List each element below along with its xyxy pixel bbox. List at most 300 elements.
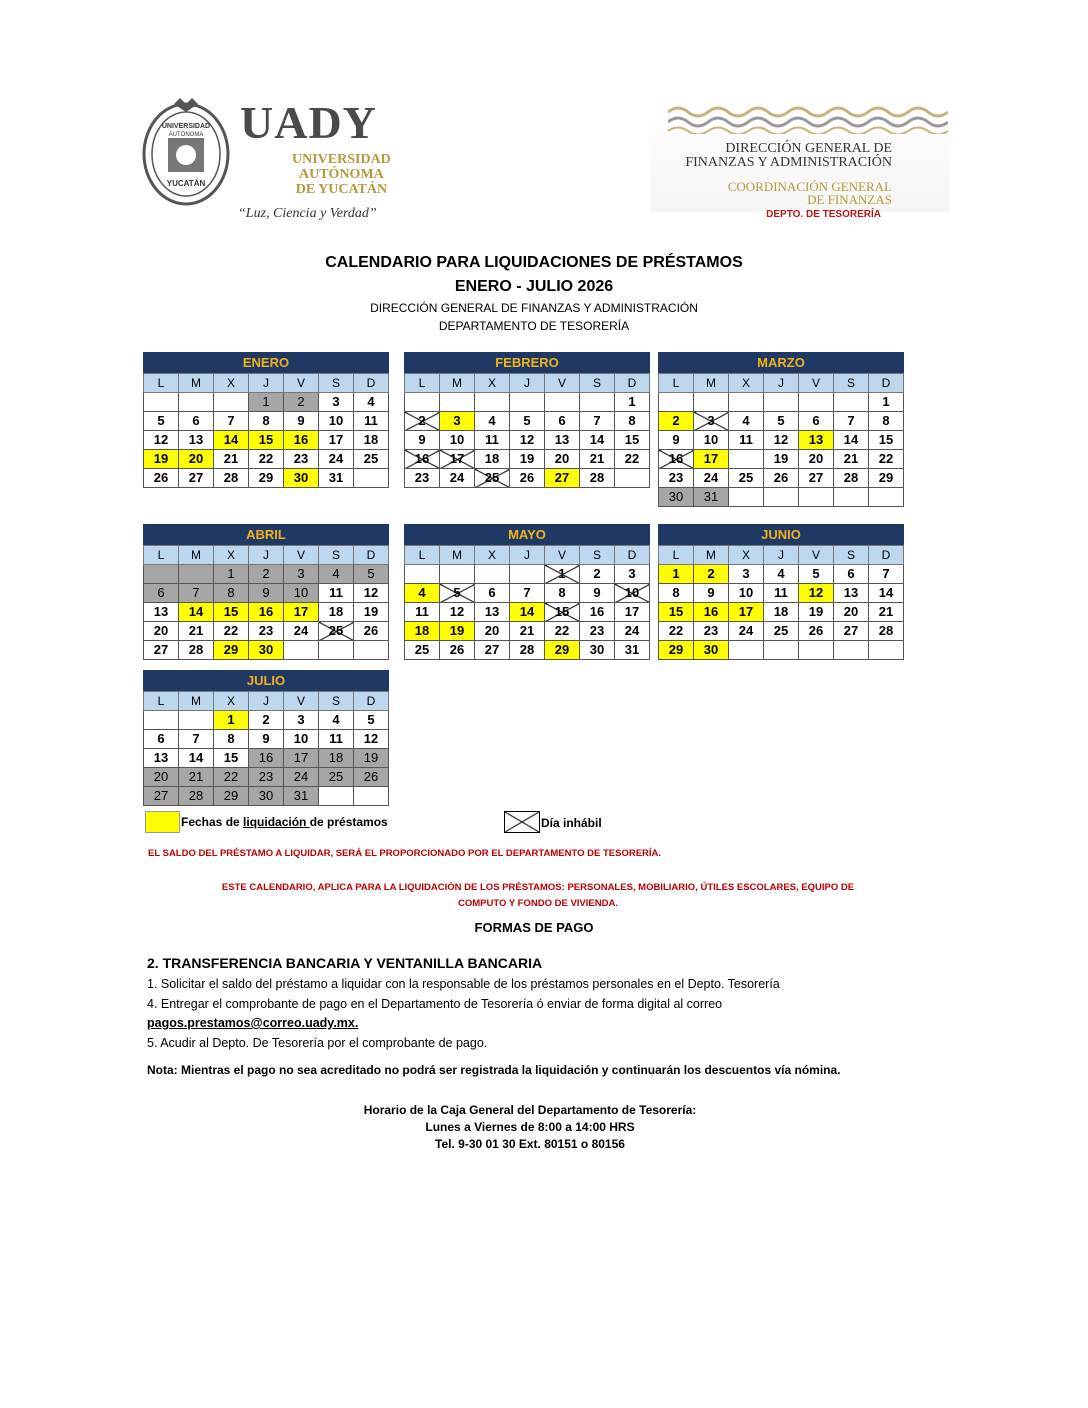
legend-text-underlined: liquidación (243, 815, 310, 829)
calendar-empty-cell (580, 393, 615, 412)
calendar-day: 13 (179, 431, 214, 450)
calendar-day: 29 (869, 469, 904, 488)
calendar-day: 12 (764, 431, 799, 450)
calendar-day: 26 (764, 469, 799, 488)
calendar-day: 12 (440, 603, 475, 622)
calendar-day: 19 (440, 622, 475, 641)
calendar-day: 24 (615, 622, 650, 641)
calendar-day: 8 (545, 584, 580, 603)
calendar-day: 22 (214, 768, 249, 787)
calendar-day: 24 (319, 450, 354, 469)
calendar-day: 5 (764, 412, 799, 431)
calendar-day: 20 (144, 768, 179, 787)
month-grid (143, 373, 389, 488)
calendar-day: 17 (729, 603, 764, 622)
finance-coordination (650, 180, 892, 206)
calendar-empty-cell (834, 393, 869, 412)
calendar-empty-cell (764, 641, 799, 660)
month-grid (658, 545, 904, 660)
calendar-day: 15 (869, 431, 904, 450)
calendar-day: 14 (580, 431, 615, 450)
payment-methods-heading: FORMAS DE PAGO (474, 920, 594, 935)
calendar-empty-cell (214, 393, 249, 412)
calendar-empty-cell (179, 393, 214, 412)
weekday-header: M (440, 546, 475, 565)
calendar-empty-cell (834, 488, 869, 507)
legend-text: Fechas de (181, 815, 244, 829)
calendar-day: 5 (799, 565, 834, 584)
calendar-empty-cell (179, 565, 214, 584)
calendar-day: 18 (475, 450, 510, 469)
greek-pattern-ornament (668, 104, 948, 134)
calendar-day: 16 (694, 603, 729, 622)
calendar-day: 15 (545, 603, 580, 622)
calendar-day: 2 (405, 412, 440, 431)
calendar-day: 9 (694, 584, 729, 603)
calendar-day: 11 (319, 584, 354, 603)
calendar-day: 30 (694, 641, 729, 660)
calendar-day: 24 (694, 469, 729, 488)
payment-step: 1. Solicitar el saldo del préstamo a liquidar con la responsable de los préstamos personales en el Depto. Tesorería (147, 977, 780, 991)
calendar-empty-cell (144, 393, 179, 412)
calendar-day: 29 (659, 641, 694, 660)
calendar-day: 13 (144, 603, 179, 622)
calendar-day: 21 (179, 622, 214, 641)
calendar-day: 16 (284, 431, 319, 450)
calendar-empty-cell (475, 393, 510, 412)
weekday-header: M (694, 546, 729, 565)
calendar-day: 27 (179, 469, 214, 488)
calendar-day: 25 (729, 469, 764, 488)
calendar-day: 13 (799, 431, 834, 450)
weekday-header: J (249, 374, 284, 393)
calendar-day: 8 (615, 412, 650, 431)
calendar-day: 27 (475, 641, 510, 660)
weekday-header: V (284, 546, 319, 565)
weekday-header: S (319, 374, 354, 393)
month-header: JUNIO (658, 524, 904, 545)
calendar-day: 5 (354, 565, 389, 584)
calendar-day: 8 (214, 584, 249, 603)
calendar-day: 1 (214, 565, 249, 584)
calendar-day: 18 (405, 622, 440, 641)
document-period: ENERO - JULIO 2026 (454, 278, 614, 295)
calendar-day: 14 (179, 749, 214, 768)
calendar-empty-cell (179, 711, 214, 730)
calendar-day: 3 (284, 711, 319, 730)
weekday-header: X (729, 546, 764, 565)
weekday-header: J (764, 374, 799, 393)
month-grid (404, 545, 650, 660)
calendar-day: 10 (729, 584, 764, 603)
calendar-day: 2 (580, 565, 615, 584)
calendar-day: 6 (179, 412, 214, 431)
calendar-empty-cell (799, 488, 834, 507)
uady-subtitle-line: UNIVERSIDAD (292, 152, 391, 167)
calendar-day: 20 (834, 603, 869, 622)
payment-step: 5. Acudir al Depto. De Tesorería por el comprobante de pago. (147, 1036, 488, 1050)
calendar-day: 20 (144, 622, 179, 641)
calendar-day: 19 (354, 603, 389, 622)
calendar-day: 29 (249, 469, 284, 488)
calendar-day: 28 (869, 622, 904, 641)
calendar-day: 15 (214, 603, 249, 622)
weekday-header: J (764, 546, 799, 565)
calendar-day: 21 (580, 450, 615, 469)
note-balance: EL SALDO DEL PRÉSTAMO A LIQUIDAR, SERÁ EL PROPORCIONADO POR EL DEPARTAMENTO DE TESORERÍA. (148, 848, 662, 859)
calendar-day: 3 (615, 565, 650, 584)
calendar-day: 9 (580, 584, 615, 603)
calendar-day: 10 (615, 584, 650, 603)
legend-liquidation-label (181, 815, 388, 829)
calendar-day: 21 (869, 603, 904, 622)
calendar-day: 7 (510, 584, 545, 603)
calendar-day: 1 (869, 393, 904, 412)
weekday-header: J (249, 546, 284, 565)
weekday-header: D (354, 546, 389, 565)
uady-subtitle-line: AUTÓNOMA (299, 167, 384, 182)
calendar-day: 13 (545, 431, 580, 450)
calendar-day: 29 (214, 787, 249, 806)
weekday-header: J (249, 692, 284, 711)
finance-title (650, 142, 892, 170)
calendar-day: 7 (834, 412, 869, 431)
calendar-empty-cell (729, 488, 764, 507)
calendar-day: 25 (764, 622, 799, 641)
calendar-day: 12 (354, 730, 389, 749)
calendar-day: 14 (510, 603, 545, 622)
calendar-empty-cell (405, 565, 440, 584)
calendar-day: 14 (214, 431, 249, 450)
month-grid (404, 373, 650, 488)
calendar-day: 20 (179, 450, 214, 469)
calendar-day: 21 (834, 450, 869, 469)
calendar-day: 24 (729, 622, 764, 641)
calendar-day: 27 (799, 469, 834, 488)
calendar-day: 17 (440, 450, 475, 469)
calendar-day: 10 (694, 431, 729, 450)
uady-wordmark: UADY (240, 97, 377, 148)
calendar-day: 6 (545, 412, 580, 431)
weekday-header: S (834, 546, 869, 565)
calendar-day: 30 (580, 641, 615, 660)
calendar-empty-cell (869, 488, 904, 507)
calendar-day: 6 (475, 584, 510, 603)
calendar-day: 3 (284, 565, 319, 584)
calendar-day: 14 (179, 603, 214, 622)
calendar-day: 26 (354, 768, 389, 787)
weekday-header: L (405, 546, 440, 565)
calendar-day: 10 (284, 730, 319, 749)
calendar-day: 15 (615, 431, 650, 450)
weekday-header: M (179, 692, 214, 711)
finance-depto: DEPTO. DE TESORERÍA (766, 209, 881, 220)
calendar-day: 5 (440, 584, 475, 603)
weekday-header: X (214, 692, 249, 711)
weekday-header: L (405, 374, 440, 393)
calendar-day: 30 (284, 469, 319, 488)
weekday-header: X (214, 374, 249, 393)
calendar-day: 19 (799, 603, 834, 622)
month-header: MAYO (404, 524, 650, 545)
calendar-empty-cell (144, 711, 179, 730)
calendar-day: 17 (615, 603, 650, 622)
office-hours: Lunes a Viernes de 8:00 a 14:00 HRS (425, 1120, 635, 1134)
calendar-day: 9 (659, 431, 694, 450)
calendar-day: 7 (869, 565, 904, 584)
calendar-day: 23 (580, 622, 615, 641)
calendar-day: 1 (214, 711, 249, 730)
email-link[interactable]: pagos.prestamos@correo.uady.mx. (147, 1016, 359, 1030)
calendar-empty-cell (729, 393, 764, 412)
uady-subtitle-line: DE YUCATÁN (295, 182, 388, 197)
calendar-day: 24 (284, 622, 319, 641)
calendar-day: 25 (319, 622, 354, 641)
calendar-empty-cell (510, 565, 545, 584)
uady-subtitle (292, 152, 391, 197)
office-hours-title: Horario de la Caja General del Departamento de Tesorería: (363, 1103, 697, 1117)
calendar-empty-cell (729, 450, 764, 469)
month-header: ENERO (143, 352, 389, 373)
weekday-header: D (869, 546, 904, 565)
calendar-day: 6 (144, 584, 179, 603)
weekday-header: V (284, 374, 319, 393)
note-applicability (148, 880, 928, 912)
calendar-day: 18 (319, 749, 354, 768)
calendar-day: 19 (354, 749, 389, 768)
calendar-day: 24 (440, 469, 475, 488)
note-line: COMPUTO Y FONDO DE VIVIENDA. (458, 898, 618, 909)
calendar-day: 4 (354, 393, 389, 412)
weekday-header: J (510, 374, 545, 393)
payment-section-title: 2. TRANSFERENCIA BANCARIA Y VENTANILLA BANCARIA (147, 955, 543, 971)
calendar-empty-cell (869, 641, 904, 660)
calendar-day: 2 (284, 393, 319, 412)
calendar-empty-cell (354, 469, 389, 488)
weekday-header: V (799, 374, 834, 393)
weekday-header: L (144, 692, 179, 711)
weekday-header: S (580, 374, 615, 393)
uady-motto: “Luz, Ciencia y Verdad” (238, 206, 377, 221)
calendar-month (143, 524, 389, 660)
calendar-empty-cell (405, 393, 440, 412)
calendar-day: 8 (659, 584, 694, 603)
weekday-header: V (799, 546, 834, 565)
calendar-day: 11 (764, 584, 799, 603)
calendar-day: 22 (545, 622, 580, 641)
calendar-day: 5 (510, 412, 545, 431)
calendar-day: 22 (249, 450, 284, 469)
calendar-day: 7 (179, 584, 214, 603)
calendar-month (658, 352, 904, 507)
weekday-header: D (354, 692, 389, 711)
weekday-header: J (510, 546, 545, 565)
weekday-header: L (659, 374, 694, 393)
seal-text-top: UNIVERSIDAD (161, 123, 211, 130)
calendar-day: 27 (545, 469, 580, 488)
calendar-day: 7 (580, 412, 615, 431)
calendar-day: 13 (475, 603, 510, 622)
calendar-day: 30 (249, 641, 284, 660)
calendar-day: 28 (580, 469, 615, 488)
weekday-header: L (659, 546, 694, 565)
calendar-day: 9 (284, 412, 319, 431)
calendar-day: 2 (694, 565, 729, 584)
calendar-day: 20 (545, 450, 580, 469)
calendar-day: 25 (405, 641, 440, 660)
calendar-day: 4 (475, 412, 510, 431)
calendar-day: 5 (144, 412, 179, 431)
calendar-empty-cell (764, 393, 799, 412)
calendar-day: 19 (764, 450, 799, 469)
calendar-empty-cell (440, 393, 475, 412)
document-direction: DIRECCIÓN GENERAL DE FINANZAS Y ADMINISTRACIÓN (370, 301, 698, 315)
calendar-day: 22 (214, 622, 249, 641)
calendar-day: 17 (319, 431, 354, 450)
calendar-day: 16 (405, 450, 440, 469)
seal-text-bottom: YUCATÁN (166, 179, 206, 188)
calendar-day: 26 (440, 641, 475, 660)
calendar-empty-cell (694, 393, 729, 412)
calendar-day: 1 (249, 393, 284, 412)
calendar-day: 1 (615, 393, 650, 412)
calendar-empty-cell (475, 565, 510, 584)
calendar-day: 18 (764, 603, 799, 622)
calendar-day: 24 (284, 768, 319, 787)
calendar-empty-cell (799, 641, 834, 660)
calendar-day: 10 (440, 431, 475, 450)
weekday-header: M (440, 374, 475, 393)
weekday-header: S (319, 692, 354, 711)
calendar-day: 6 (144, 730, 179, 749)
calendar-day: 25 (354, 450, 389, 469)
calendar-day: 22 (615, 450, 650, 469)
calendar-empty-cell (729, 641, 764, 660)
calendar-day: 28 (179, 641, 214, 660)
calendar-day: 31 (615, 641, 650, 660)
calendar-day: 14 (869, 584, 904, 603)
document-title: CALENDARIO PARA LIQUIDACIONES DE PRÉSTAMOS (325, 254, 743, 271)
calendar-day: 21 (214, 450, 249, 469)
calendar-day: 3 (729, 565, 764, 584)
calendar-empty-cell (284, 641, 319, 660)
finance-title-line: FINANZAS Y ADMINISTRACIÓN (685, 155, 892, 170)
calendar-day: 2 (249, 565, 284, 584)
calendar-day: 23 (284, 450, 319, 469)
calendar-month (143, 352, 389, 488)
calendar-day: 9 (249, 584, 284, 603)
calendar-day: 4 (729, 412, 764, 431)
calendar-day: 12 (354, 584, 389, 603)
calendar-empty-cell (545, 393, 580, 412)
calendar-day: 11 (354, 412, 389, 431)
calendar-day: 23 (659, 469, 694, 488)
calendar-empty-cell (799, 393, 834, 412)
calendar-day: 15 (659, 603, 694, 622)
calendar-day: 26 (799, 622, 834, 641)
weekday-header: D (615, 546, 650, 565)
calendar-day: 29 (545, 641, 580, 660)
calendar-day: 16 (249, 603, 284, 622)
calendar-empty-cell (354, 641, 389, 660)
calendar-day: 15 (249, 431, 284, 450)
calendar-day: 23 (249, 768, 284, 787)
calendar-day: 16 (659, 450, 694, 469)
calendar-day: 4 (319, 565, 354, 584)
calendar-day: 3 (319, 393, 354, 412)
payment-step: 4. Entregar el comprobante de pago en el Departamento de Tesorería ó enviar de forma digital al correo (147, 997, 723, 1011)
weekday-header: D (354, 374, 389, 393)
calendar-day: 28 (510, 641, 545, 660)
payment-note: Nota: Mientras el pago no sea acreditado no podrá ser registrada la liquidación y continuarán los descuentos vía nómina. (147, 1063, 841, 1077)
calendar-day: 25 (475, 469, 510, 488)
weekday-header: D (869, 374, 904, 393)
calendar-day: 8 (249, 412, 284, 431)
calendar-day: 31 (284, 787, 319, 806)
calendar-day: 17 (284, 749, 319, 768)
calendar-day: 10 (319, 412, 354, 431)
calendar-day: 21 (179, 768, 214, 787)
calendar-day: 23 (694, 622, 729, 641)
calendar-day: 3 (694, 412, 729, 431)
calendar-day: 12 (510, 431, 545, 450)
calendar-month (658, 524, 904, 660)
month-header: MARZO (658, 352, 904, 373)
finance-title-line: DIRECCIÓN GENERAL DE (725, 141, 892, 156)
calendar-day: 9 (405, 431, 440, 450)
calendar-day: 13 (834, 584, 869, 603)
calendar-day: 7 (179, 730, 214, 749)
calendar-day: 21 (510, 622, 545, 641)
calendar-empty-cell (659, 393, 694, 412)
calendar-day: 22 (659, 622, 694, 641)
calendar-day: 9 (249, 730, 284, 749)
calendar-day: 11 (405, 603, 440, 622)
calendar-empty-cell (764, 488, 799, 507)
calendar-empty-cell (354, 787, 389, 806)
weekday-header: M (179, 546, 214, 565)
calendar-day: 4 (319, 711, 354, 730)
calendar-day: 26 (510, 469, 545, 488)
calendar-day: 31 (319, 469, 354, 488)
calendar-day: 16 (580, 603, 615, 622)
calendar-day: 3 (440, 412, 475, 431)
calendar-day: 7 (214, 412, 249, 431)
weekday-header: X (475, 374, 510, 393)
calendar-day: 19 (144, 450, 179, 469)
month-header: ABRIL (143, 524, 389, 545)
calendar-day: 16 (249, 749, 284, 768)
weekday-header: S (319, 546, 354, 565)
finance-coord-line: COORDINACIÓN GENERAL (727, 179, 892, 194)
month-grid (658, 373, 904, 507)
weekday-header: X (475, 546, 510, 565)
calendar-day: 13 (144, 749, 179, 768)
calendar-day: 30 (659, 488, 694, 507)
calendar-month (404, 352, 650, 488)
document-department: DEPARTAMENTO DE TESORERÍA (438, 319, 630, 333)
calendar-month (404, 524, 650, 660)
month-grid (143, 545, 389, 660)
calendar-day: 10 (284, 584, 319, 603)
finance-coord-line: DE FINANZAS (807, 192, 892, 207)
calendar-day: 11 (475, 431, 510, 450)
weekday-header: X (214, 546, 249, 565)
calendar-day: 2 (249, 711, 284, 730)
weekday-header: S (834, 374, 869, 393)
calendar-empty-cell (319, 787, 354, 806)
weekday-header: V (284, 692, 319, 711)
